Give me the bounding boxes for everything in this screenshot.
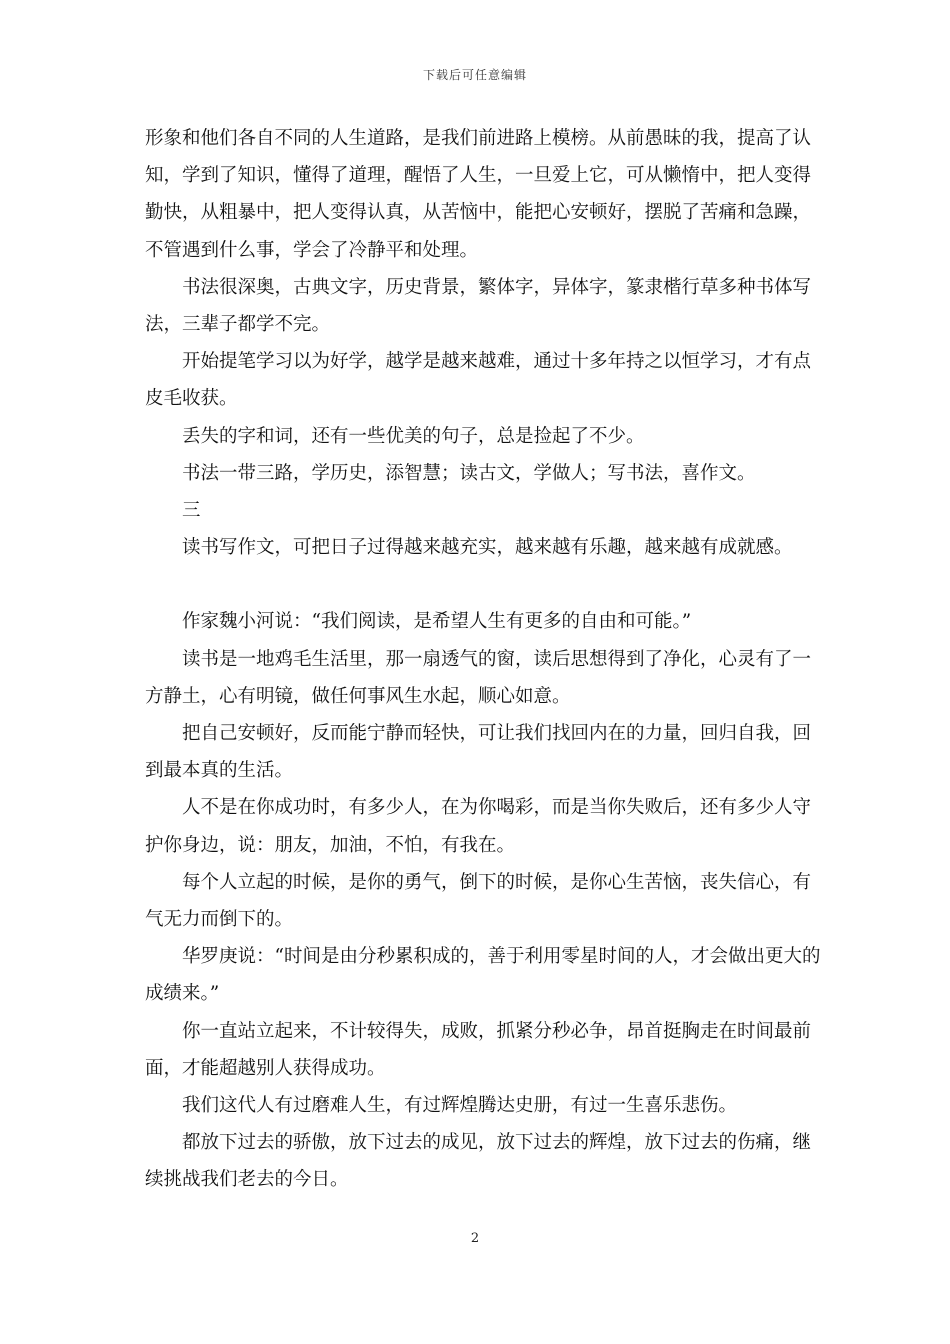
blank-line	[145, 566, 825, 603]
paragraph-13: 华罗庚说：“时间是由分秒累积成的，善于利用零星时间的人，才会做出更大的成绩来。”	[145, 946, 821, 1005]
paragraph-16: 都放下过去的骄傲，放下过去的成见，放下过去的辉煌，放下过去的伤痛，继续挑战我们老去的今日。	[145, 1132, 812, 1191]
paragraph-10: 把自己安顿好，反而能宁静而轻快，可让我们找回内在的力量，回归自我，回到最本真的生活。	[145, 723, 812, 782]
paragraph-12: 每个人立起的时候，是你的勇气，倒下的时候，是你心生苦恼，丧失信心，有气无力而倒下的。	[145, 871, 812, 931]
paragraph-5: 书法一带三路，学历史，添智慧；读古文，学做人；写书法，喜作文。	[182, 462, 756, 484]
paragraph-1: 形象和他们各自不同的人生道路，是我们前进路上模榜。从前愚昧的我，提高了认知，学到了知识，懂得了道理，醒悟了人生，一旦爱上它，可从懒惰中，把人变得勤快，从粗暴中，把人变得认真，从苦恼中，能把心安顿好，摆脱了苦痛和急躁，不管遇到什么事，学会了冷静平和处理。	[145, 128, 812, 261]
paragraph-8: 作家魏小河说：“我们阅读，是希望人生有更多的自由和可能。”	[182, 611, 692, 633]
page-header-note: 下载后可任意编辑	[422, 68, 527, 82]
document-body	[145, 120, 825, 1199]
section-heading-3: 三	[182, 500, 201, 522]
paragraph-4: 丢失的字和词，还有一些优美的句子，总是捡起了不少。	[182, 425, 645, 447]
paragraph-15: 我们这代人有过磨难人生，有过辉煌腾达史册，有过一生喜乐悲伤。	[182, 1095, 738, 1117]
paragraph-7: 读书写作文，可把日子过得越来越充实，越来越有乐趣，越来越有成就感。	[182, 537, 793, 559]
paragraph-14: 你一直站立起来，不计较得失，成败，抓紧分秒必争，昂首挺胸走在时间最前面，才能超越别人获得成功。	[145, 1020, 812, 1079]
paragraph-9: 读书是一地鸡毛生活里，那一扇透气的窗，读后思想得到了净化，心灵有了一方静土，心有明镜，做任何事风生水起，顺心如意。	[145, 648, 812, 707]
paragraph-2: 书法很深奥，古典文字，历史背景，繁体字，异体字，篆隶楷行草多种书体写法，三辈子都学不完。	[145, 276, 812, 336]
paragraph-11: 人不是在你成功时，有多少人，在为你喝彩，而是当你失败后，还有多少人守护你身边，说：朋友，加油，不怕，有我在。	[145, 797, 812, 856]
paragraph-3: 开始提笔学习以为好学，越学是越来越难，通过十多年持之以恒学习，才有点皮毛收获。	[145, 351, 812, 410]
page-number: 2	[470, 1231, 480, 1246]
